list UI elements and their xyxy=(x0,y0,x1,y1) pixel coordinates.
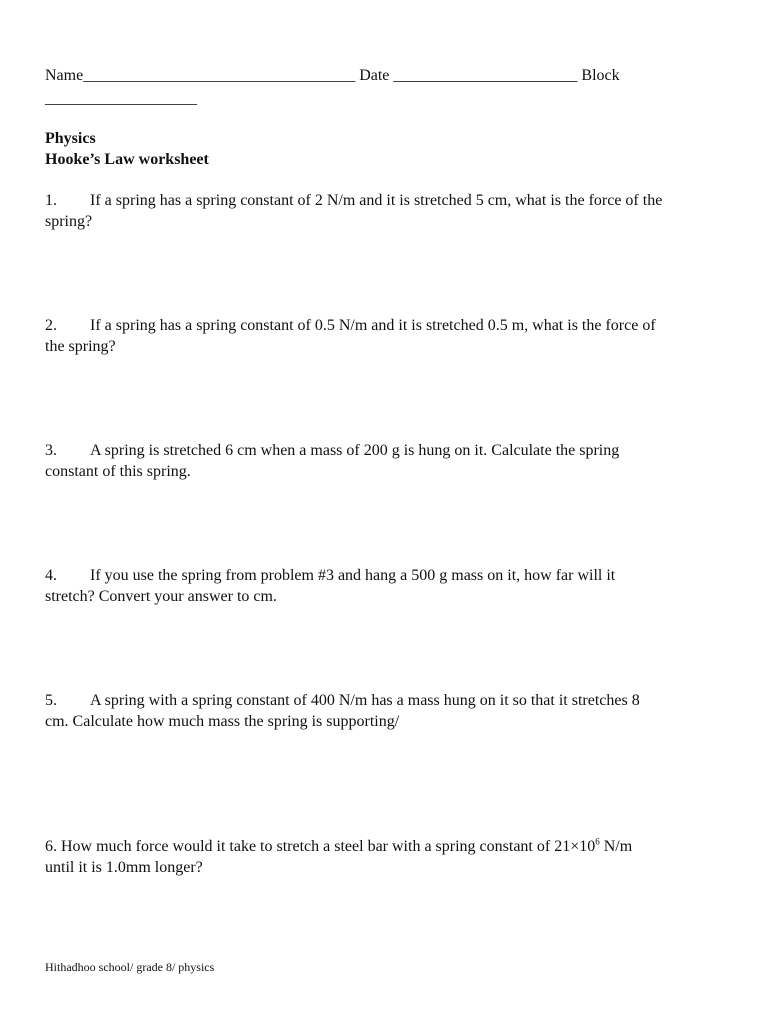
question-text-continued: constant of this spring. xyxy=(45,463,191,480)
question-5 xyxy=(45,690,725,732)
question-text-continued: spring? xyxy=(45,213,93,230)
question-6 xyxy=(45,836,725,878)
question-1 xyxy=(45,190,725,232)
subject-title: Physics xyxy=(45,130,96,147)
page-footer: Hithadhoo school/ grade 8/ physics xyxy=(45,960,215,974)
question-3 xyxy=(45,440,725,482)
worksheet-title: Hooke’s Law worksheet xyxy=(45,151,209,168)
question-text: A spring with a spring constant of 400 N/m has a mass hung on it so that it stretches 8 xyxy=(90,692,640,709)
question-number: 5. xyxy=(45,692,57,709)
question-unit: N/m xyxy=(599,838,633,855)
question-number: 4. xyxy=(45,567,57,584)
question-text: If a spring has a spring constant of 0.5 N/m and it is stretched 0.5 m, what is the force of xyxy=(90,317,656,334)
question-number: 1. xyxy=(45,192,57,209)
question-4 xyxy=(45,565,725,607)
question-number: 3. xyxy=(45,442,57,459)
question-text: 6. How much force would it take to stretch a steel bar with a spring constant of 21×10 xyxy=(45,838,596,855)
question-2 xyxy=(45,315,725,357)
date-field-label: Date _______________________ xyxy=(359,67,578,84)
question-text: If you use the spring from problem #3 and hang a 500 g mass on it, how far will it xyxy=(90,567,616,584)
question-text: If a spring has a spring constant of 2 N/m and it is stretched 5 cm, what is the force of the xyxy=(90,192,663,209)
question-text-continued: until it is 1.0mm longer? xyxy=(45,859,203,876)
question-number: 2. xyxy=(45,317,57,334)
header-line xyxy=(45,65,725,86)
question-text-continued: the spring? xyxy=(45,338,116,355)
question-text-continued: cm. Calculate how much mass the spring is supporting/ xyxy=(45,713,400,730)
question-text: A spring is stretched 6 cm when a mass of 200 g is hung on it. Calculate the spring xyxy=(90,442,620,459)
block-field-label: Block xyxy=(581,67,620,84)
question-text-continued: stretch? Convert your answer to cm. xyxy=(45,588,277,605)
exponent: 6 xyxy=(595,836,600,847)
block-field-line: ___________________ xyxy=(45,90,197,107)
name-field-label: Name__________________________________ xyxy=(45,67,356,84)
